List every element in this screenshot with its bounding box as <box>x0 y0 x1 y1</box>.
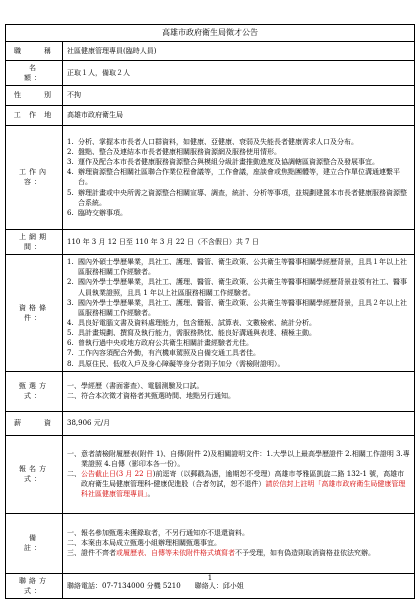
selection-label: 甄選方式： <box>6 371 63 411</box>
salary-value: 38,906 元/月 <box>63 411 415 435</box>
item-text: 盤點、整合及連結本市長者健康相關服務資源網及服務使用情形。 <box>78 147 281 156</box>
location-label: 工 作 地 <box>6 105 63 125</box>
duties-list <box>67 137 410 218</box>
list-item <box>67 381 410 391</box>
item-number: 5. <box>67 329 74 338</box>
position-label: 職 稱 <box>6 41 63 60</box>
item-number: 一、 <box>67 382 81 391</box>
remarks-list <box>67 528 410 558</box>
application-list <box>67 449 410 500</box>
item-text: 學經歷（書面審查）、電腦測驗及口試。 <box>81 382 204 391</box>
item-number: 一、 <box>67 528 81 537</box>
item-text: 證件不齊者 <box>81 549 116 558</box>
item-number: 1. <box>67 258 74 267</box>
list-item <box>67 257 410 277</box>
item-number: 8. <box>67 359 74 368</box>
list-item <box>67 188 410 208</box>
mailing-address-text: )前逕寄（以郵戳為憑，逾期恕不受理）高雄市苓雅區凱旋二路 132-1 號，高雄市政府衛生局健康管理科-健康促進股（合者勿試，恕不退件） <box>81 470 405 489</box>
list-item <box>67 167 410 187</box>
list-item <box>67 538 410 548</box>
remarks-list-cell <box>63 513 415 573</box>
item-text: 。 <box>147 490 155 499</box>
item-number: 1. <box>67 137 74 146</box>
item-text: 報名參加甄選未獲錄取者，不另行通知亦不退還資料。 <box>81 528 249 537</box>
item-text: 符合本次徵才資格者其甄選時間、地點另行通知。 <box>81 392 235 401</box>
item-text: 具計畫規劃、撰寫及執行能力，需服務熱忱、能良好溝通與表達、積極主動。 <box>78 329 316 338</box>
salary-label: 薪 資 <box>6 411 63 435</box>
contact-label: 聯絡方式： <box>6 573 63 598</box>
item-text: 國內外學士學歷畢業，具社工、護理、醫管、衛生政策、公共衛生等醫事相關學經歷背景並領有社工、醫事人員執業證照，且具 1 年以上社區服務相關工作經驗者。 <box>78 278 407 297</box>
list-item <box>67 469 410 499</box>
item-text: 辦理計畫或中央所需之資源整合相關宣導、調查，統計、分析等事項，並規劃建置本市長者健康服務資源整合系統。 <box>78 188 407 207</box>
item-number: 2. <box>67 147 74 156</box>
job-notice-table <box>5 24 415 599</box>
item-number: 4. <box>67 168 74 177</box>
envelope-note-text: 請於信封上註明「高雄市政府衛生局健康管理科社區健康管理專員」 <box>81 480 406 499</box>
item-text: 臨時交辦事項。 <box>78 208 127 217</box>
deadline-text: 公告截止日(3 月 22 日 <box>81 470 153 479</box>
item-number: 2. <box>67 278 74 287</box>
list-item <box>67 328 410 338</box>
gender-label: 性 別 <box>6 85 63 105</box>
list-item <box>67 318 410 328</box>
item-number: 3. <box>67 158 74 167</box>
list-item <box>67 449 410 469</box>
item-text: 國內外碩士學歷畢業，具社工、護理、醫管、衛生政策、公共衛生等醫事相關學經歷背景，且具１年以上社區服務相關工作經驗者。 <box>78 258 407 277</box>
item-text: 不予受理，如有偽造則取消資格並依法究辦。 <box>235 549 375 558</box>
list-item <box>67 548 410 558</box>
period-value: 110 年 3 月 12 日至 110 年 3 月 22 日（不含假日）共 7 日 <box>63 229 415 254</box>
item-text: 辦理資源整合相關社區聯合作業位程會議等，工作會議，座談會或焦點團體等，建立合作單位溝通連繫平台。 <box>78 168 400 187</box>
list-item <box>67 147 410 157</box>
item-number: 4. <box>67 319 74 327</box>
qualification-list-cell <box>63 255 415 372</box>
gender-value: 不拘 <box>63 85 415 105</box>
item-text: 意者請檢附履歷表(附件 1)、自傳(附件 2)及相關證明文件：1.大學以上最高學歷證件 2.相關工作證明 3.專業證照 4.自傳（影印本各一份）。 <box>81 449 410 468</box>
application-label: 報名方式： <box>6 435 63 513</box>
remarks-label: 備 註： <box>6 513 63 573</box>
item-number: 二、 <box>67 539 81 548</box>
item-text: 具良好電腦文書及資料處理能力，包含簡報、試算表、文數檢索、統計分析。 <box>78 319 316 327</box>
item-text: 分析、掌握本市長者人口群資料，如健康、亞健康、衰弱及失能長者健康需求人口及分布。 <box>78 137 358 146</box>
list-item <box>67 157 410 167</box>
item-number: 6. <box>67 208 74 217</box>
selection-list <box>67 381 410 401</box>
item-number: 7. <box>67 349 74 358</box>
list-item <box>67 348 410 358</box>
item-text: 曾執行過中央或地方政府公共衛生相關計畫經驗者尤佳。 <box>78 339 253 348</box>
contact-person: 聯絡人：邱小姐 <box>194 581 244 590</box>
list-item <box>67 208 410 218</box>
item-number: 二、 <box>67 470 81 479</box>
format-warning-text: 或履歷表、自傳等未依附件格式填寫者 <box>116 549 235 558</box>
contact-phone: 聯絡電話：07-7134000 分機 5210 <box>67 581 181 590</box>
period-label: 上網期間： <box>6 229 63 254</box>
list-item <box>67 277 410 297</box>
list-item <box>67 298 410 318</box>
list-item <box>67 359 410 369</box>
list-item <box>67 137 410 147</box>
list-item <box>67 391 410 401</box>
quota-value: 正取１人，備取２人 <box>63 60 415 85</box>
page-number: 1 <box>207 574 213 582</box>
location-value: 高雄市政府衛生局 <box>63 105 415 125</box>
item-number: 三、 <box>67 549 81 558</box>
item-text: 本案由本局成立甄選小組辦理相關甄選事宜。 <box>81 539 221 548</box>
qualification-label: 資格條件： <box>6 255 63 372</box>
item-text: 工作內容須配合外勤，有汽機車駕照及自備交通工具者佳。 <box>78 349 260 358</box>
duties-label: 工作內容： <box>6 125 63 229</box>
item-text: 國內外學士學歷畢業，具社工、護理、醫管、衛生政策、公共衛生等醫事相關學經歷背景，且具２年以上社區服務相關工作經驗者。 <box>78 298 407 317</box>
position-value: 社區健康管理專員(臨時人員) <box>63 41 415 60</box>
selection-list-cell <box>63 371 415 411</box>
quota-label: 名 額： <box>6 60 63 85</box>
item-number: 一、 <box>67 449 81 458</box>
qualification-list <box>67 257 410 369</box>
list-item <box>67 338 410 348</box>
item-text: 具原住民、低收入戶及身心障礙等身分者則予加分（需檢附證明）。 <box>78 359 285 368</box>
list-item <box>67 528 410 538</box>
application-list-cell <box>63 435 415 513</box>
item-number: 3. <box>67 298 74 307</box>
duties-list-cell <box>63 125 415 229</box>
item-number: 二、 <box>67 392 81 401</box>
item-number: 5. <box>67 188 74 197</box>
item-number: 6. <box>67 339 74 348</box>
notice-title: 高雄市政府衛生局徵才公告 <box>6 25 415 42</box>
item-text: 運作及配合本市長者健康服務資源整合與模組分級計畫推動進度及協調轄區資源整合及發展事宜。 <box>78 158 379 167</box>
